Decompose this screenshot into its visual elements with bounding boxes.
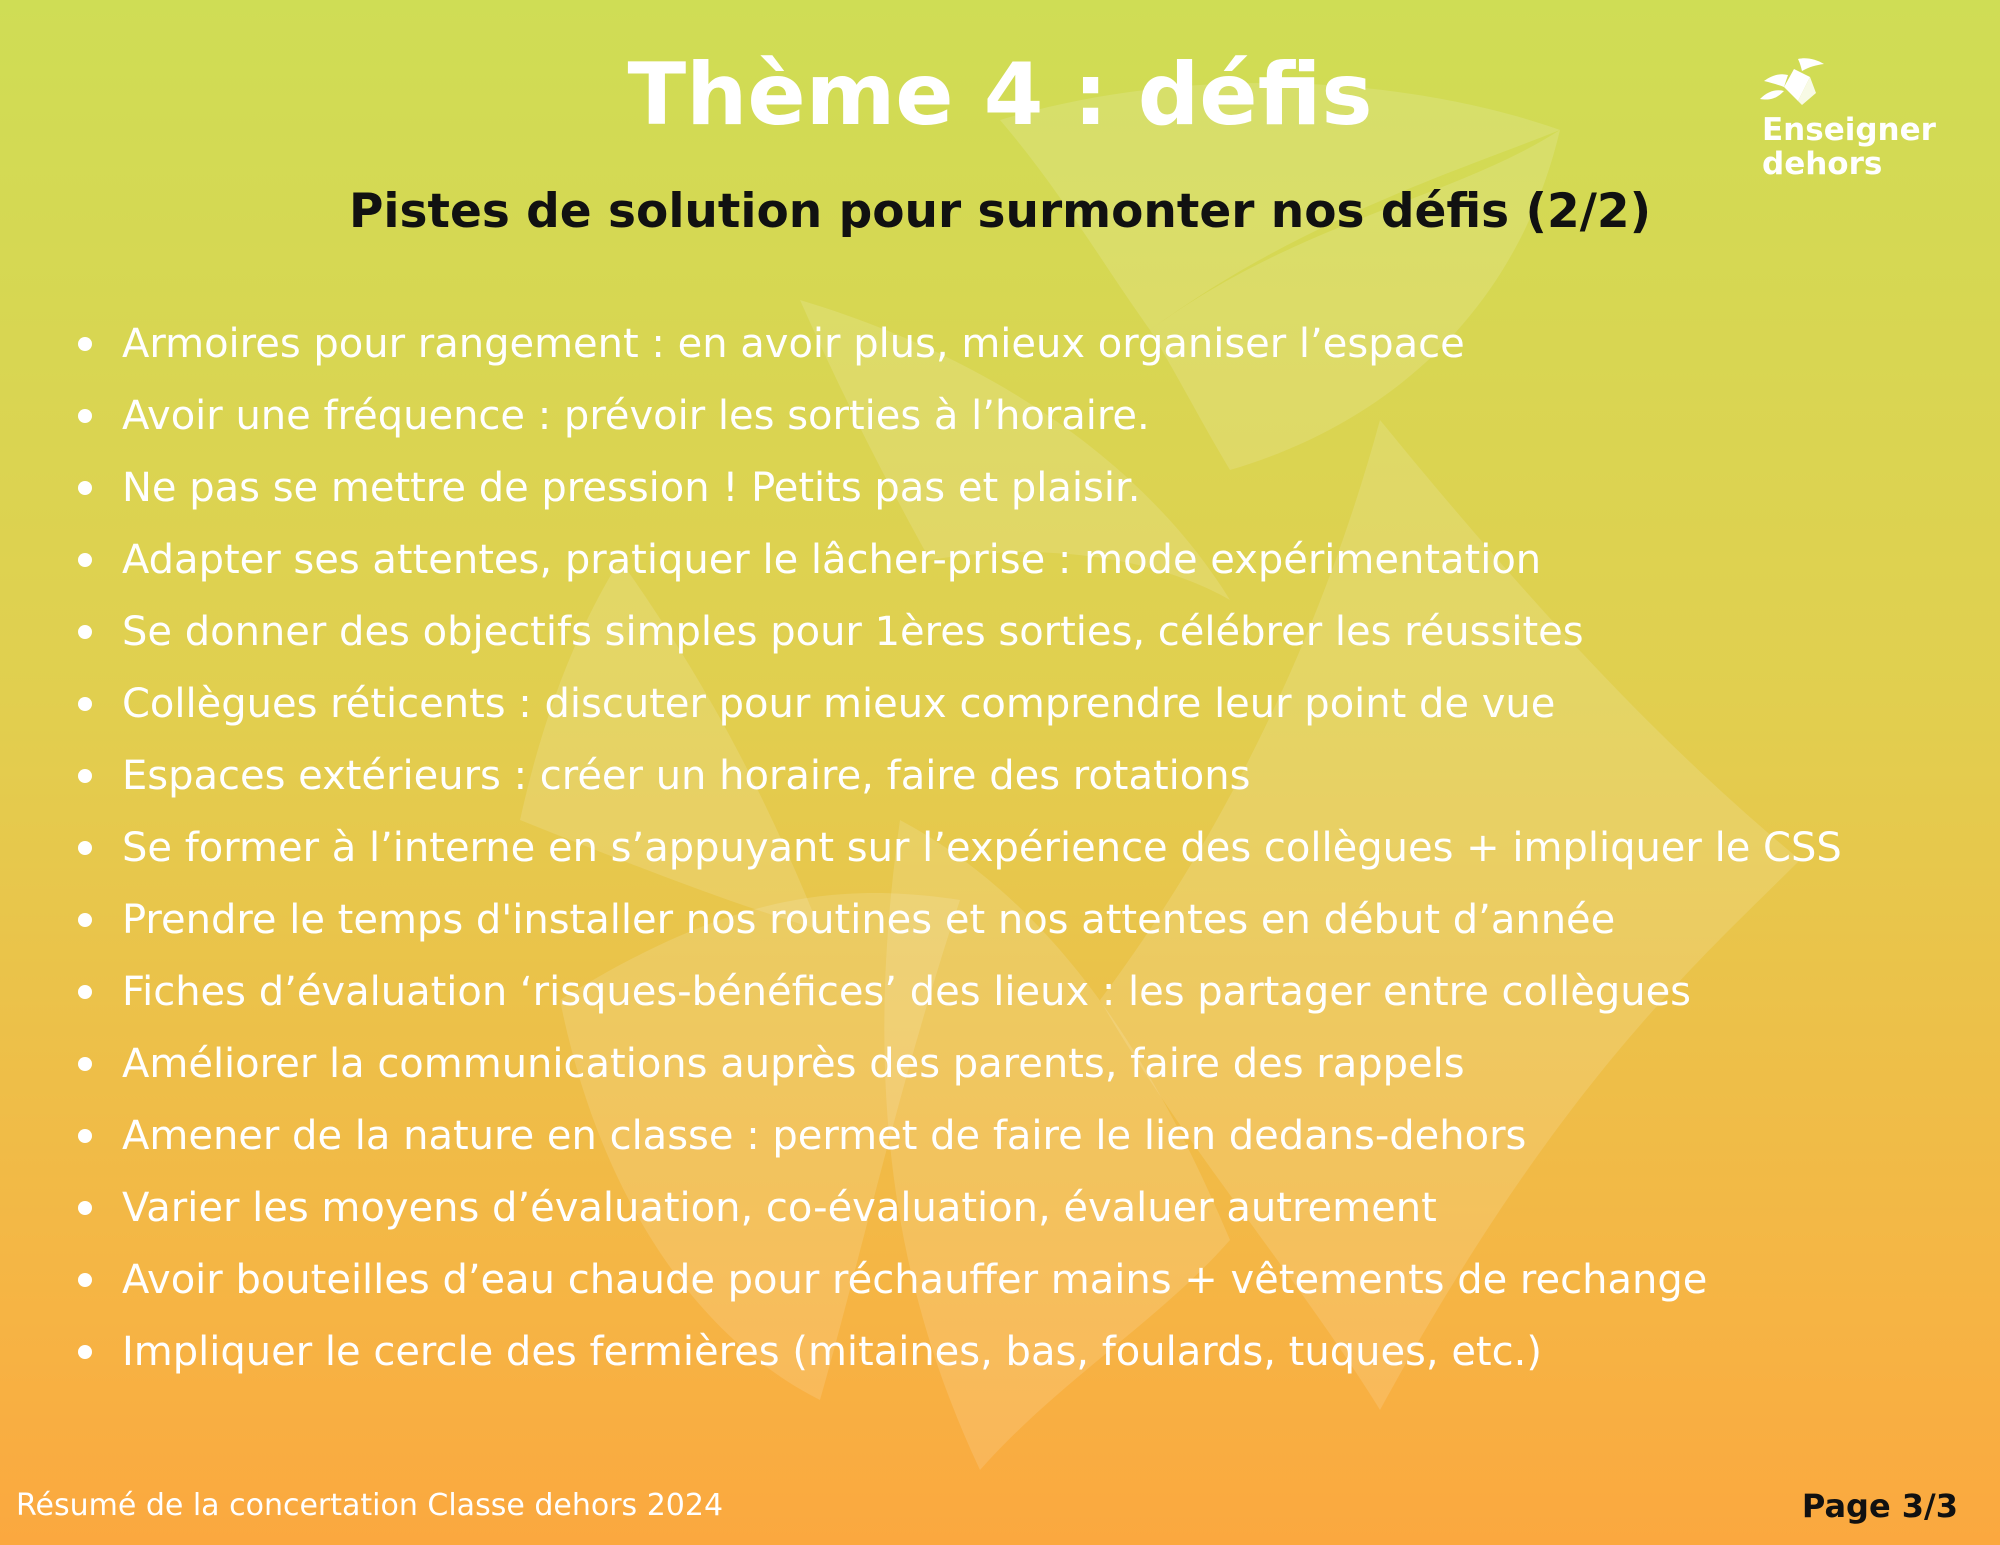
solutions-bullet-list bbox=[76, 308, 1956, 1388]
list-item bbox=[76, 956, 1956, 1028]
list-item bbox=[76, 1316, 1956, 1388]
page-title: Thème 4 : défis bbox=[627, 45, 1373, 145]
list-item-text: Avoir une fréquence : prévoir les sorties à l’horaire. bbox=[122, 393, 1150, 439]
list-item bbox=[76, 1028, 1956, 1100]
bullet-icon bbox=[78, 1201, 92, 1215]
list-item bbox=[76, 812, 1956, 884]
list-item bbox=[76, 596, 1956, 668]
list-item bbox=[76, 884, 1956, 956]
list-item bbox=[76, 380, 1956, 452]
list-item-text: Adapter ses attentes, pratiquer le lâcher-prise : mode expérimentation bbox=[122, 537, 1542, 583]
list-item bbox=[76, 1244, 1956, 1316]
bullet-icon bbox=[78, 841, 92, 855]
list-item-text: Prendre le temps d'installer nos routines et nos attentes en début d’année bbox=[122, 897, 1616, 943]
page-number: Page 3/3 bbox=[1801, 1487, 1958, 1525]
list-item-text: Espaces extérieurs : créer un horaire, faire des rotations bbox=[122, 753, 1251, 799]
logo-text-line2: dehors bbox=[1762, 146, 1883, 182]
bullet-icon bbox=[78, 481, 92, 495]
list-item bbox=[76, 1100, 1956, 1172]
bullet-icon bbox=[78, 1057, 92, 1071]
bird-leaf-logo-icon bbox=[1754, 55, 1844, 115]
bullet-icon bbox=[78, 553, 92, 567]
list-item-text: Impliquer le cercle des fermières (mitaines, bas, foulards, tuques, etc.) bbox=[122, 1329, 1542, 1375]
bullet-icon bbox=[78, 1345, 92, 1359]
bullet-icon bbox=[78, 1129, 92, 1143]
list-item bbox=[76, 1172, 1956, 1244]
list-item-text: Fiches d’évaluation ‘risques-bénéfices’ des lieux : les partager entre collègues bbox=[122, 969, 1692, 1015]
logo-text-line1: Enseigner bbox=[1762, 112, 1936, 148]
list-item-text: Avoir bouteilles d’eau chaude pour réchauffer mains + vêtements de rechange bbox=[122, 1257, 1708, 1303]
list-item-text: Varier les moyens d’évaluation, co-évaluation, évaluer autrement bbox=[122, 1185, 1437, 1231]
list-item-text: Ne pas se mettre de pression ! Petits pas et plaisir. bbox=[122, 465, 1141, 511]
page-subtitle: Pistes de solution pour surmonter nos défis (2/2) bbox=[348, 184, 1652, 239]
bullet-icon bbox=[78, 697, 92, 711]
bullet-icon bbox=[78, 913, 92, 927]
bullet-icon bbox=[78, 625, 92, 639]
list-item bbox=[76, 740, 1956, 812]
list-item-text: Collègues réticents : discuter pour mieux comprendre leur point de vue bbox=[122, 681, 1556, 727]
enseigner-dehors-logo bbox=[1740, 55, 1960, 195]
list-item-text: Se donner des objectifs simples pour 1ères sorties, célébrer les réussites bbox=[122, 609, 1584, 655]
list-item-text: Se former à l’interne en s’appuyant sur l’expérience des collègues + impliquer le CSS bbox=[122, 825, 1842, 871]
list-item bbox=[76, 524, 1956, 596]
list-item bbox=[76, 668, 1956, 740]
list-item bbox=[76, 452, 1956, 524]
list-item-text: Armoires pour rangement : en avoir plus, mieux organiser l’espace bbox=[122, 321, 1465, 367]
bullet-icon bbox=[78, 337, 92, 351]
bullet-icon bbox=[78, 985, 92, 999]
bullet-icon bbox=[78, 769, 92, 783]
footer-caption: Résumé de la concertation Classe dehors 2024 bbox=[16, 1488, 724, 1523]
list-item-text: Améliorer la communications auprès des parents, faire des rappels bbox=[122, 1041, 1465, 1087]
list-item bbox=[76, 308, 1956, 380]
bullet-icon bbox=[78, 1273, 92, 1287]
bullet-icon bbox=[78, 409, 92, 423]
list-item-text: Amener de la nature en classe : permet de faire le lien dedans-dehors bbox=[122, 1113, 1527, 1159]
